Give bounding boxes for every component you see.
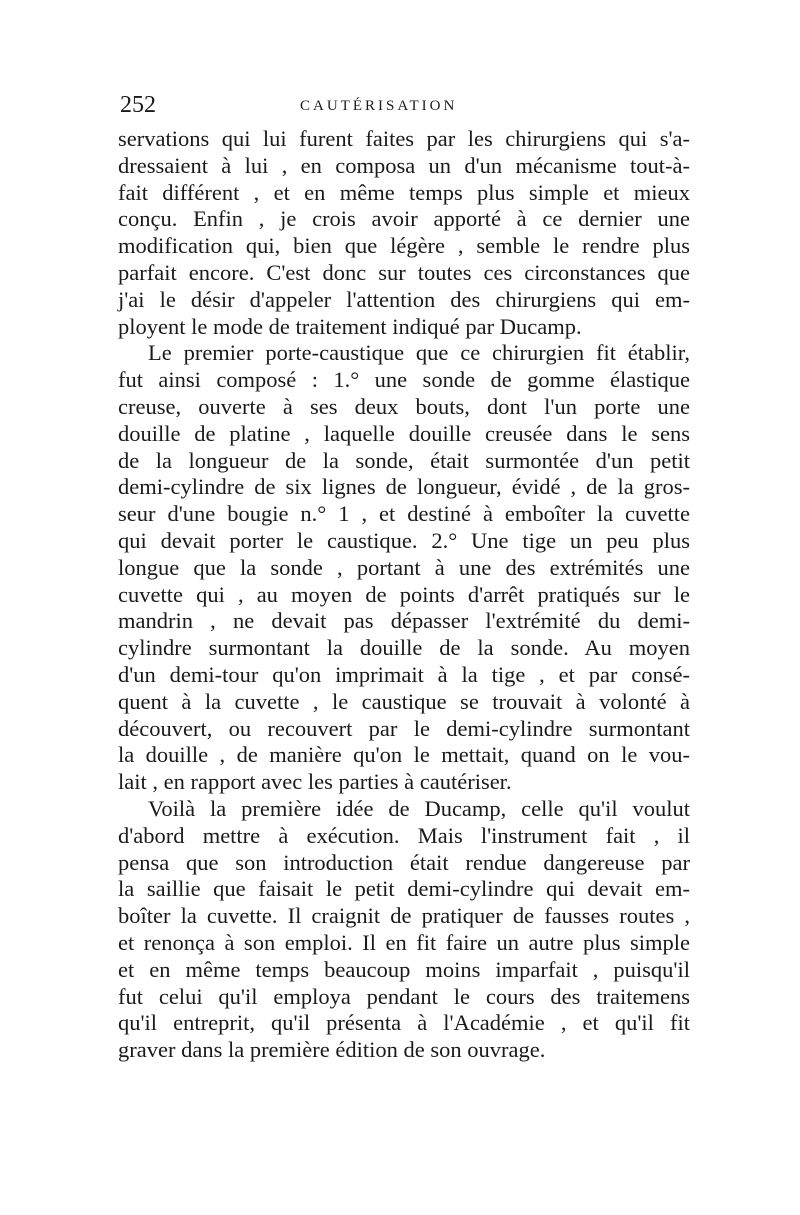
text-line: et renonça à son emploi. Il en fit faire un autre plus simple [118,929,690,955]
text-line: quent à la cuvette , le caustique se trouvait à volonté à [118,688,690,714]
text-line: parfait encore. C'est donc sur toutes ces circonstances que [118,259,690,285]
text-line: servations qui lui furent faites par les chirurgiens qui s'a- [118,126,690,151]
text-line: fait différent , et en même temps plus simple et mieux [118,179,690,205]
text-line: de la longueur de la sonde, était surmontée d'un petit [118,447,690,473]
text-line: mandrin , ne devait pas dépasser l'extrémité du demi- [118,608,690,634]
text-line: la saillie que faisait le petit demi-cylindre qui devait em- [118,876,690,902]
page-number: 252 [120,92,156,118]
paragraph-1 [118,126,690,340]
text-line: découvert, ou recouvert par le demi-cylindre surmontant [118,715,690,741]
text-line: modification qui, bien que légère , semble le rendre plus [118,233,690,259]
text-line: lait , en rapport avec les parties à cautériser. [118,769,512,795]
text-line: cuvette qui , au moyen de points d'arrêt pratiqués sur le [118,581,690,607]
text-line: conçu. Enfin , je crois avoir apporté à ce dernier une [118,206,690,232]
text-line: graver dans la première édition de son ouvrage. [118,1037,546,1063]
text-line: longue que la sonde , portant à une des extrémités une [118,554,690,580]
text-line: fut celui qu'il employa pendant le cours des traitemens [118,983,690,1009]
text-line: Voilà la première idée de Ducamp, celle qu'il voulut [148,795,690,821]
text-line: Le premier porte-caustique que ce chirurgien fit établir, [148,340,690,366]
text-line: qu'il entreprit, qu'il présenta à l'Académie , et qu'il fit [118,1010,690,1036]
text-line: et en même temps beaucoup moins imparfait , puisqu'il [118,956,690,982]
paragraph-2 [118,340,690,796]
text-line: demi-cylindre de six lignes de longueur, évidé , de la gros- [118,474,690,500]
text-line: pensa que son introduction était rendue dangereuse par [118,849,690,875]
text-line: dressaient à lui , en composa un d'un mécanisme tout-à- [118,152,690,178]
text-line: seur d'une bougie n.° 1 , et destiné à emboîter la cuvette [118,501,690,527]
text-line: j'ai le désir d'appeler l'attention des chirurgiens qui em- [118,286,690,312]
text-line: la douille , de manière qu'on le mettait, quand on le vou- [118,742,690,768]
body-text [118,126,690,1064]
text-line: douille de platine , laquelle douille creusée dans le sens [118,420,690,446]
text-line: ployent le mode de traitement indiqué par Ducamp. [118,313,582,339]
paragraph-3 [118,796,690,1064]
running-head [120,92,680,122]
text-line: fut ainsi composé : 1.° une sonde de gomme élastique [118,367,690,393]
running-title: CAUTÉRISATION [300,98,458,114]
text-line: boîter la cuvette. Il craignit de pratiquer de fausses routes , [118,903,690,929]
text-line: d'un demi-tour qu'on imprimait à la tige , et par consé- [118,661,690,687]
text-line: d'abord mettre à exécution. Mais l'instrument fait , il [118,822,690,848]
text-line: cylindre surmontant la douille de la sonde. Au moyen [118,635,690,661]
text-line: qui devait porter le caustique. 2.° Une tige un peu plus [118,527,690,553]
text-line: creuse, ouverte à ses deux bouts, dont l'un porte une [118,393,690,419]
